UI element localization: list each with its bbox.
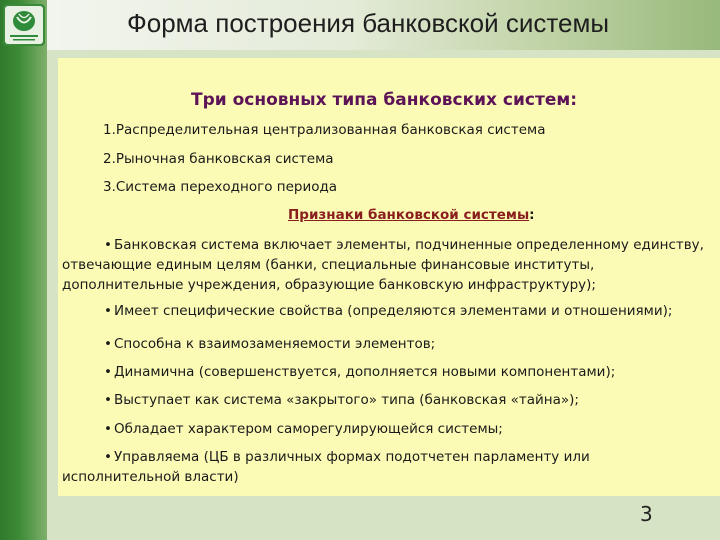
content-panel — [58, 58, 720, 496]
signs-heading — [288, 207, 535, 223]
bullet-icon: • — [104, 449, 112, 465]
sberbank-logo-icon — [3, 4, 45, 46]
bullet-icon: • — [104, 336, 112, 352]
list-item-text: Имеет специфические свойства (определяются элементами и отношениями); — [113, 303, 673, 319]
bullet-icon: • — [104, 421, 112, 437]
list-item — [62, 419, 710, 439]
list-item-text: Управляема (ЦБ в различных формах подотчетен парламенту или исполнительной власти) — [62, 449, 590, 485]
list-item-text: Способна к взаимозаменяемости элементов; — [113, 336, 436, 352]
list-item — [62, 301, 710, 321]
bank-system-type-3: 3.Система переходного периода — [103, 179, 338, 195]
list-item — [62, 447, 710, 487]
bullet-icon: • — [104, 392, 112, 408]
bullet-icon: • — [104, 364, 112, 380]
list-item — [62, 235, 710, 295]
list-item-text: Обладает характером саморегулирующейся системы; — [113, 421, 503, 437]
bank-system-type-2: 2.Рыночная банковская система — [103, 151, 334, 167]
slide-title: Форма построения банковской системы — [127, 8, 610, 38]
bank-system-type-1: 1.Распределительная централизованная банковская система — [103, 122, 546, 138]
page-number: 3 — [640, 502, 653, 526]
list-item-text: Выступает как система «закрытого» типа (банковская «тайна»); — [113, 392, 579, 408]
signs-link[interactable]: Признаки банковской системы — [288, 207, 530, 223]
signs-colon: : — [529, 207, 535, 223]
bullet-icon: • — [104, 237, 112, 253]
left-decorative-strip — [0, 0, 47, 540]
list-item-text: Банковская система включает элементы, подчиненные определенному единству, отвечающие единым целям (банки, специальные финансовые институты, дополнительные учреждения, образующие банковскую инфраструктуру); — [62, 237, 704, 293]
list-item — [62, 334, 710, 354]
list-item — [62, 362, 710, 382]
bullet-icon: • — [104, 303, 112, 319]
list-item-text: Динамична (совершенствуется, дополняется новыми компонентами); — [113, 364, 616, 380]
title-bar — [47, 0, 720, 50]
list-item — [62, 390, 710, 410]
section-heading: Три основных типа банковских систем: — [191, 90, 578, 110]
